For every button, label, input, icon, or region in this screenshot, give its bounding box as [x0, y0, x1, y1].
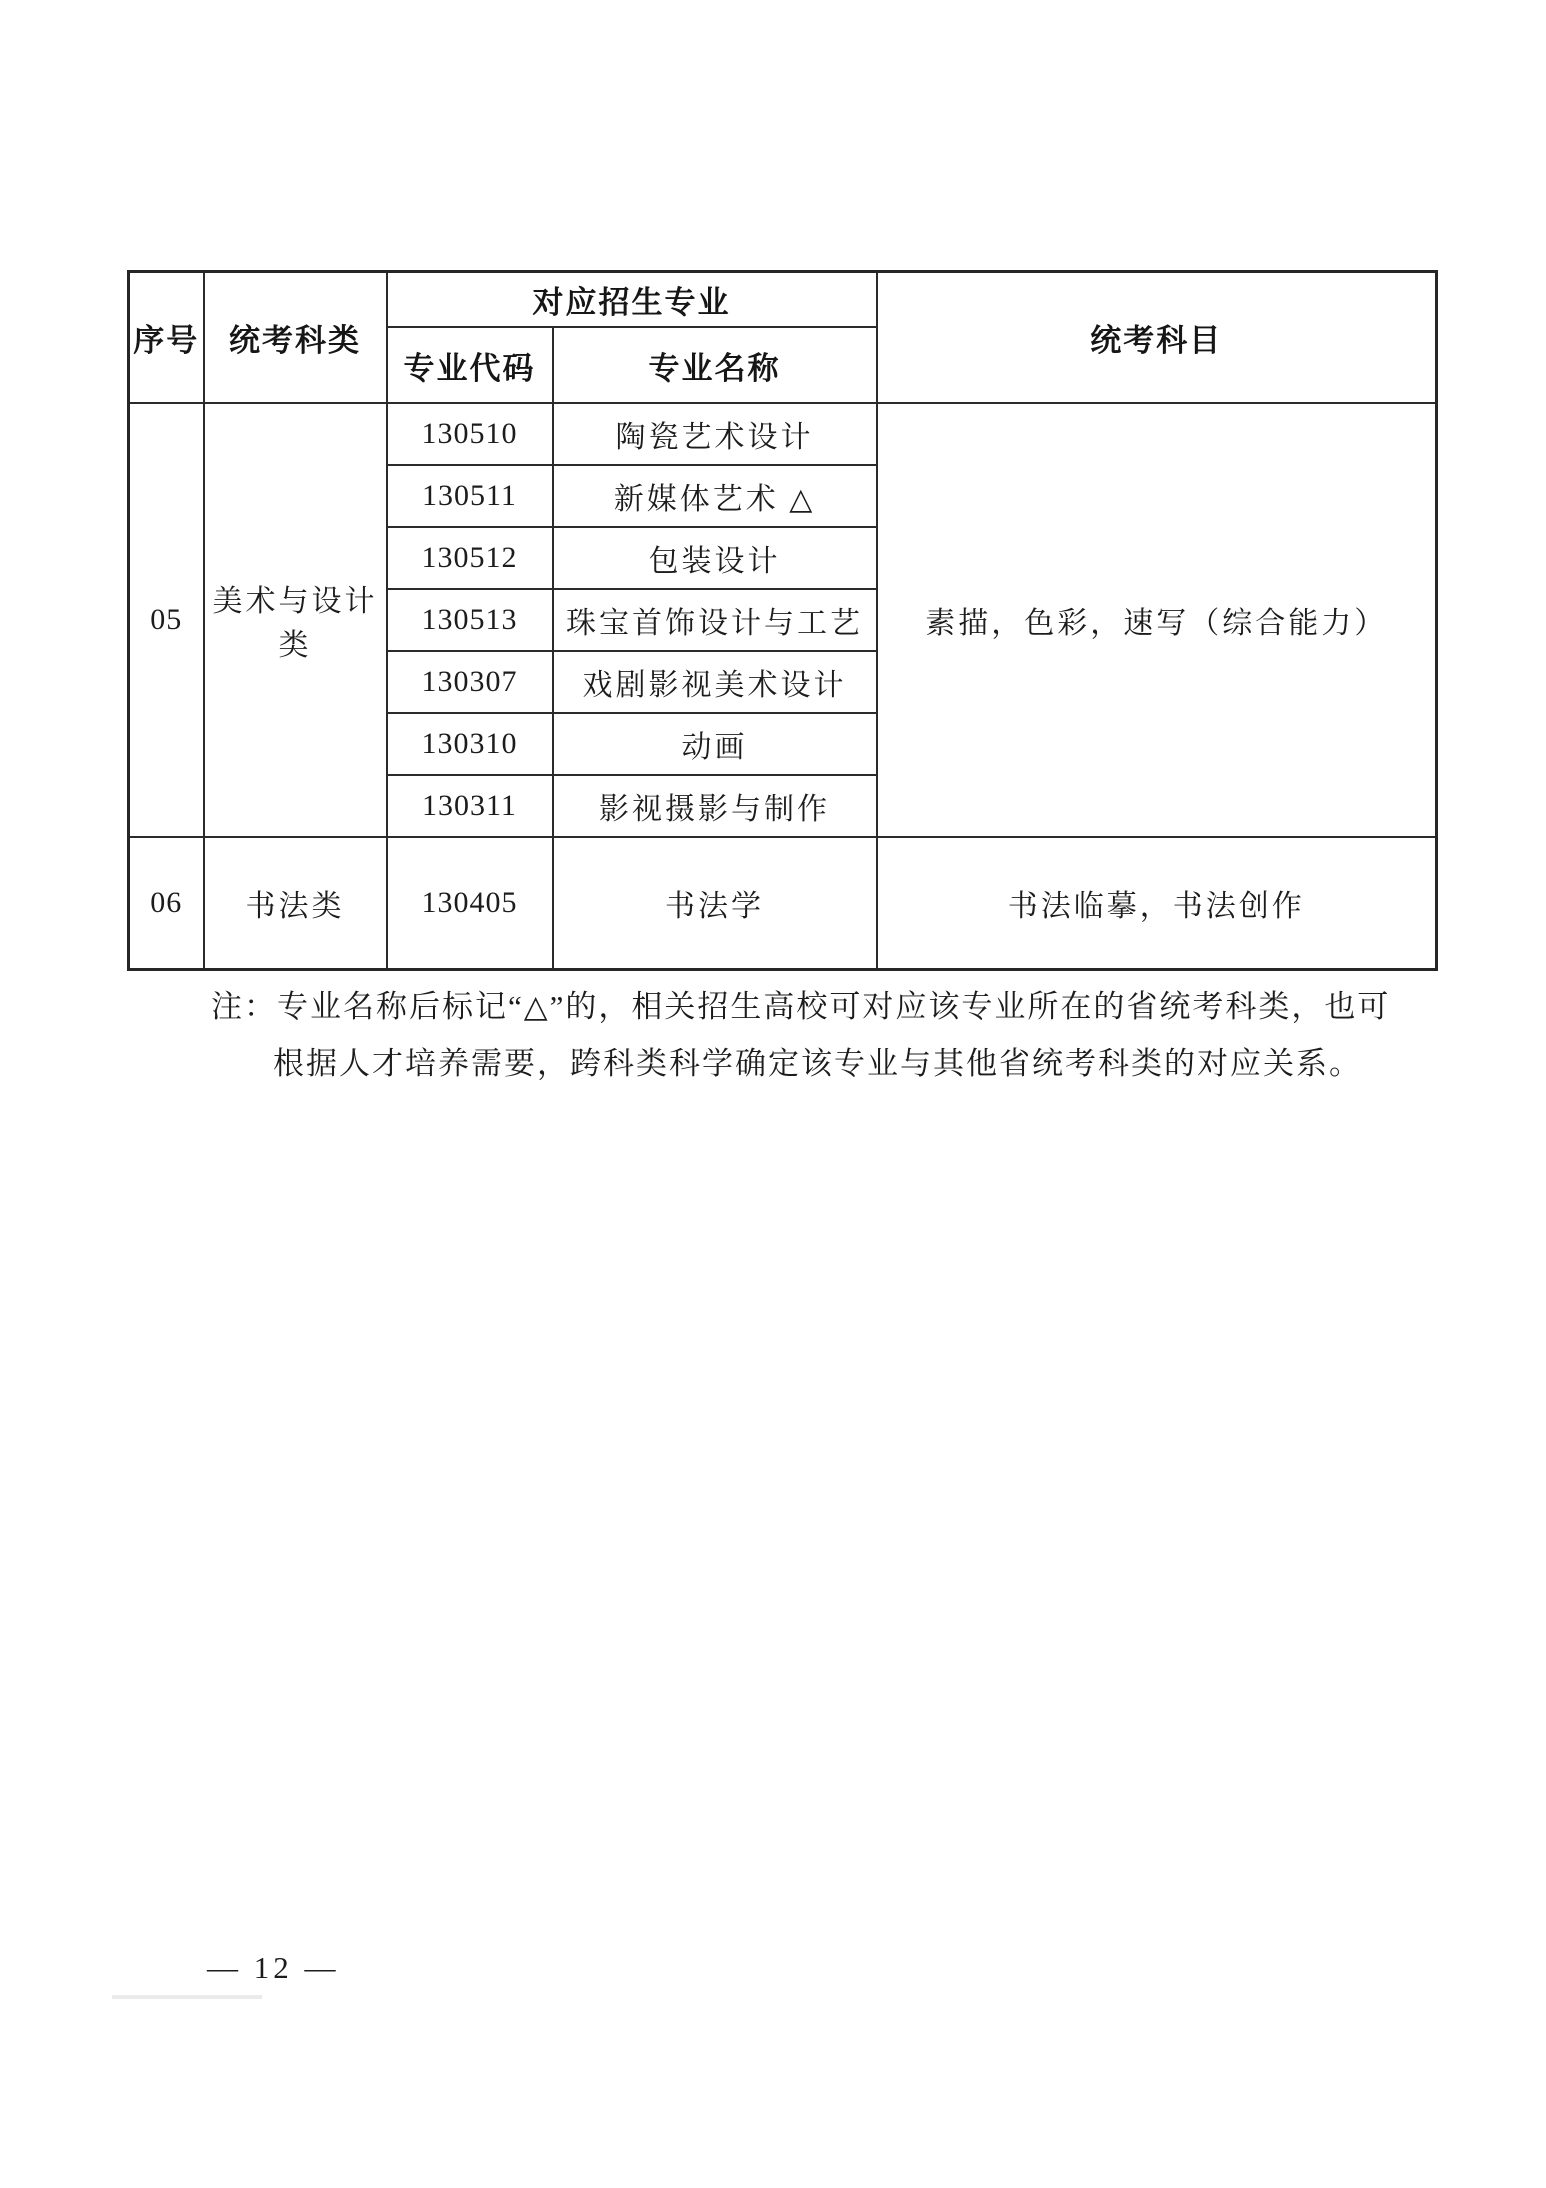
exam-category-table — [127, 270, 1438, 971]
header-major-name: 专业名称 — [553, 327, 877, 403]
header-category: 统考科类 — [204, 272, 387, 404]
footnote-line-1: 注：专业名称后标记“△”的，相关招生高校可对应该专业所在的省统考科类，也可 — [211, 989, 1391, 1024]
row05-category-cell: 美术与设计类 — [204, 403, 387, 837]
major-code-cell: 130510 — [387, 403, 553, 465]
major-name-cell: 戏剧影视美术设计 — [553, 651, 877, 713]
header-major-code: 专业代码 — [387, 327, 553, 403]
header-index: 序号 — [129, 272, 204, 404]
major-code-cell: 130307 — [387, 651, 553, 713]
major-name-cell: 珠宝首饰设计与工艺 — [553, 589, 877, 651]
table-header-row-1 — [129, 272, 1437, 328]
page-number: — 12 — — [207, 1950, 340, 1985]
table-row — [129, 403, 1437, 465]
row06-subjects-cell: 书法临摹，书法创作 — [877, 837, 1437, 970]
major-name-cell: 动画 — [553, 713, 877, 775]
major-name-cell: 包装设计 — [553, 527, 877, 589]
major-name-cell: 影视摄影与制作 — [553, 775, 877, 837]
major-code-cell: 130512 — [387, 527, 553, 589]
row05-subjects-cell: 素描，色彩，速写（综合能力） — [877, 403, 1437, 837]
footnote — [211, 978, 1401, 1092]
major-name-cell: 书法学 — [553, 837, 877, 970]
row06-index-cell: 06 — [129, 837, 204, 970]
major-code-cell: 130310 — [387, 713, 553, 775]
row05-index-cell: 05 — [129, 403, 204, 837]
header-majors-group: 对应招生专业 — [387, 272, 877, 328]
major-code-cell: 130311 — [387, 775, 553, 837]
footnote-line-2: 根据人才培养需要，跨科类科学确定该专业与其他省统考科类的对应关系。 — [273, 1046, 1362, 1081]
major-name-cell: 新媒体艺术 △ — [553, 465, 877, 527]
table-row — [129, 837, 1437, 970]
major-code-cell: 130513 — [387, 589, 553, 651]
header-subjects: 统考科目 — [877, 272, 1437, 404]
major-name-cell: 陶瓷艺术设计 — [553, 403, 877, 465]
major-code-cell: 130405 — [387, 837, 553, 970]
row06-category-cell: 书法类 — [204, 837, 387, 970]
scan-artifact — [112, 1995, 262, 1999]
major-code-cell: 130511 — [387, 465, 553, 527]
